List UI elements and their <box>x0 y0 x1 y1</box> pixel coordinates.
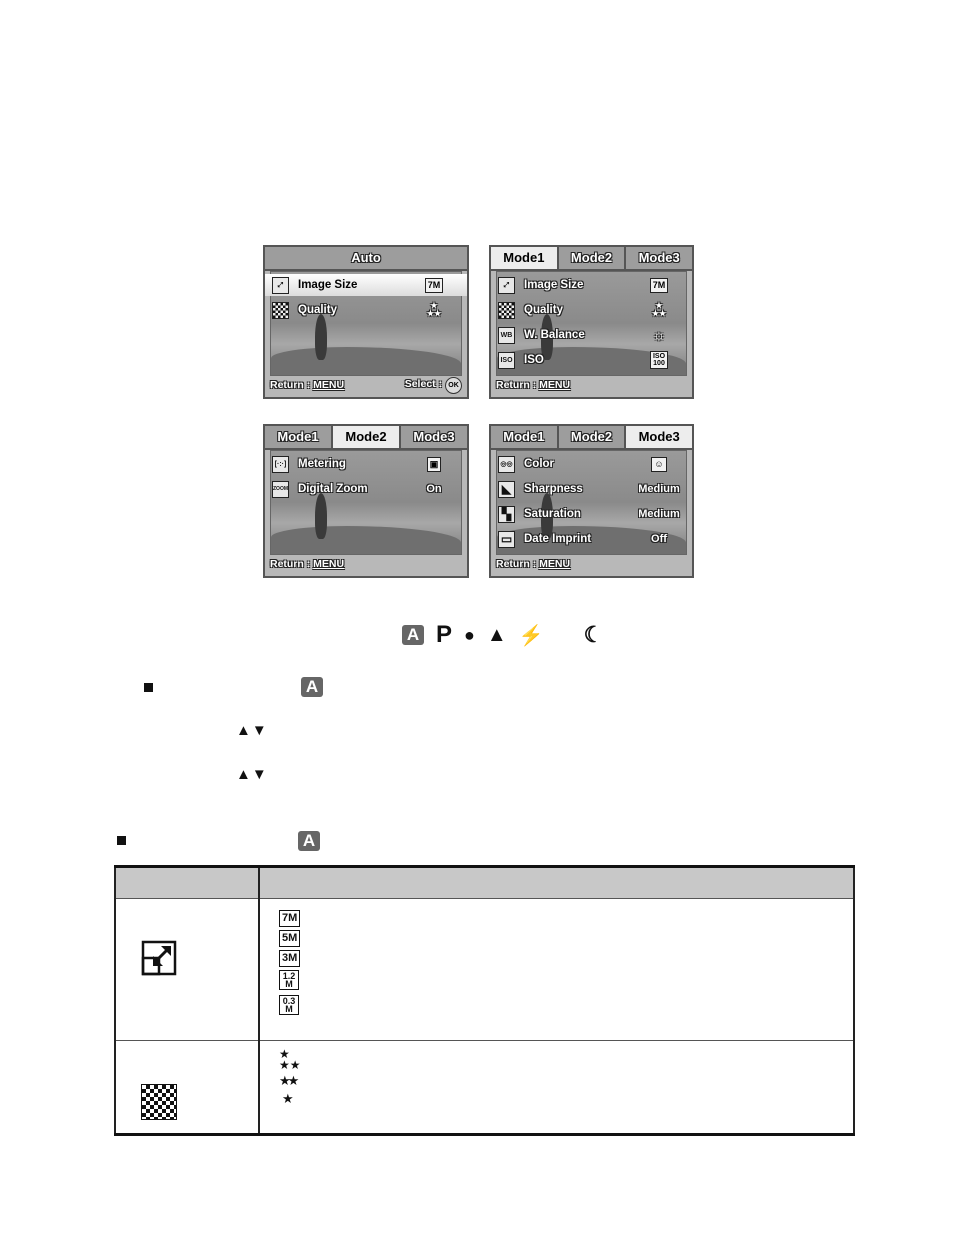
quality-icon <box>498 302 515 319</box>
up-down-arrows-icon: ▲▼ <box>236 766 268 783</box>
tab-mode3[interactable]: Mode3 <box>626 247 692 269</box>
menu-item-sharpness[interactable]: ◣ Sharpness Medium <box>491 478 692 500</box>
size-7m-icon: 7M <box>279 910 300 927</box>
saturation-icon: ▚ <box>498 506 515 523</box>
tab-mode3[interactable]: Mode3 <box>401 426 467 448</box>
mode-tabs <box>265 426 467 450</box>
menu-item-label: Image Size <box>298 279 358 291</box>
sports-icon: ⚡ <box>518 624 544 647</box>
color-mode-icon: ☺ <box>651 457 666 472</box>
landscape-icon: ▲ <box>486 623 507 646</box>
quality-economy-icon: ★ <box>282 1091 294 1106</box>
portrait-icon: ● <box>464 624 475 645</box>
menu-item-iso[interactable]: ISO ISO ISO 100 <box>491 349 692 371</box>
table-row <box>115 899 854 1041</box>
sun-icon: ☼ <box>652 326 666 344</box>
color-icon: ◎◎ <box>498 456 515 473</box>
menu-key[interactable]: MENU <box>313 558 345 570</box>
table-header-cell <box>115 867 259 899</box>
auto-mode-icon: A <box>301 677 323 697</box>
menu-item-value: ★ ★★ <box>426 301 442 318</box>
menu-key[interactable]: MENU <box>313 379 345 391</box>
size-1-2m-icon: 1.2 M <box>279 970 299 990</box>
menu-item-color[interactable]: ◎◎ Color ☺ <box>491 453 692 475</box>
table-header-cell <box>259 867 854 899</box>
image-size-icon: ⤢ <box>272 277 289 294</box>
menu-item-image-size[interactable] <box>265 274 467 296</box>
image-size-icon <box>141 940 177 976</box>
menu-item-saturation[interactable]: ▚ Saturation Medium <box>491 503 692 525</box>
menu-key[interactable]: MENU <box>539 379 571 391</box>
table-header-row <box>115 867 854 899</box>
up-down-arrows-icon: ▲▼ <box>236 722 268 739</box>
quality-icon <box>141 1084 177 1120</box>
tab-mode2[interactable]: Mode2 <box>559 426 627 448</box>
metering-icon: [·:·] <box>272 456 289 473</box>
program-mode-icon: P <box>436 621 453 648</box>
tab-mode1[interactable]: Mode1 <box>491 247 559 269</box>
table-cell-icon <box>115 1041 259 1135</box>
menu-item-metering[interactable]: [·:·] Metering ▣ <box>265 453 467 475</box>
tab-mode3[interactable]: Mode3 <box>626 426 692 448</box>
section-bullet <box>117 836 126 845</box>
screen-footer: Return : MENU <box>496 379 571 391</box>
section-bullet <box>144 683 153 692</box>
mode3-menu-screen <box>489 424 694 578</box>
sharpness-icon: ◣ <box>498 481 515 498</box>
menu-item-white-balance[interactable]: WB W. Balance ☼ <box>491 324 692 346</box>
ok-button-icon[interactable]: OK <box>445 377 462 394</box>
center-metering-icon: ▣ <box>427 457 442 472</box>
image-size-icon: ⤢ <box>498 277 515 294</box>
table-cell-icon <box>115 899 259 1041</box>
date-imprint-icon: ▭ <box>498 531 515 548</box>
tab-mode2[interactable]: Mode2 <box>559 247 627 269</box>
size-0-3m-icon: 0.3 M <box>279 995 299 1015</box>
size-3m-icon: 3M <box>279 950 300 967</box>
quality-icon <box>272 302 289 319</box>
table-cell-options <box>259 899 854 1041</box>
screen-title: Auto <box>265 247 467 271</box>
mode-tabs <box>491 426 692 450</box>
menu-item-quality[interactable] <box>265 299 467 321</box>
menu-item-date-imprint[interactable]: ▭ Date Imprint Off <box>491 528 692 550</box>
screen-footer: Return : MENU Select : OK <box>270 377 462 393</box>
mode2-menu-screen <box>263 424 469 578</box>
menu-item-quality[interactable]: Quality ★ ★★ <box>491 299 692 321</box>
night-icon: ☾ <box>583 622 604 647</box>
screen-footer: Return : MENU <box>270 558 345 570</box>
tab-mode1[interactable]: Mode1 <box>491 426 559 448</box>
quality-normal-icon: ★★ <box>279 1073 297 1088</box>
menu-key[interactable]: MENU <box>539 558 571 570</box>
white-balance-icon: WB <box>498 327 515 344</box>
screen-footer: Return : MENU <box>496 558 571 570</box>
settings-table <box>114 865 855 1136</box>
zoom-icon: ZOOM <box>272 481 289 498</box>
tab-mode1[interactable]: Mode1 <box>265 426 333 448</box>
mode-tabs <box>491 247 692 271</box>
auto-menu-screen <box>263 245 469 399</box>
menu-item-value: 7M <box>411 278 457 293</box>
menu-item-image-size[interactable]: ⤢ Image Size 7M <box>491 274 692 296</box>
auto-mode-icon: A <box>298 831 320 851</box>
quality-fine-icon: ★ ★★ <box>279 1047 301 1072</box>
mode1-menu-screen <box>489 245 694 399</box>
menu-item-digital-zoom[interactable]: ZOOM Digital Zoom On <box>265 478 467 500</box>
table-cell-options <box>259 1041 854 1135</box>
tab-mode2[interactable]: Mode2 <box>333 426 401 448</box>
table-row <box>115 1041 854 1135</box>
menu-item-label: Quality <box>298 304 337 316</box>
scene-mode-icons <box>402 623 603 647</box>
size-5m-icon: 5M <box>279 930 300 947</box>
iso-icon: ISO <box>498 352 515 369</box>
auto-mode-icon: A <box>402 625 424 645</box>
